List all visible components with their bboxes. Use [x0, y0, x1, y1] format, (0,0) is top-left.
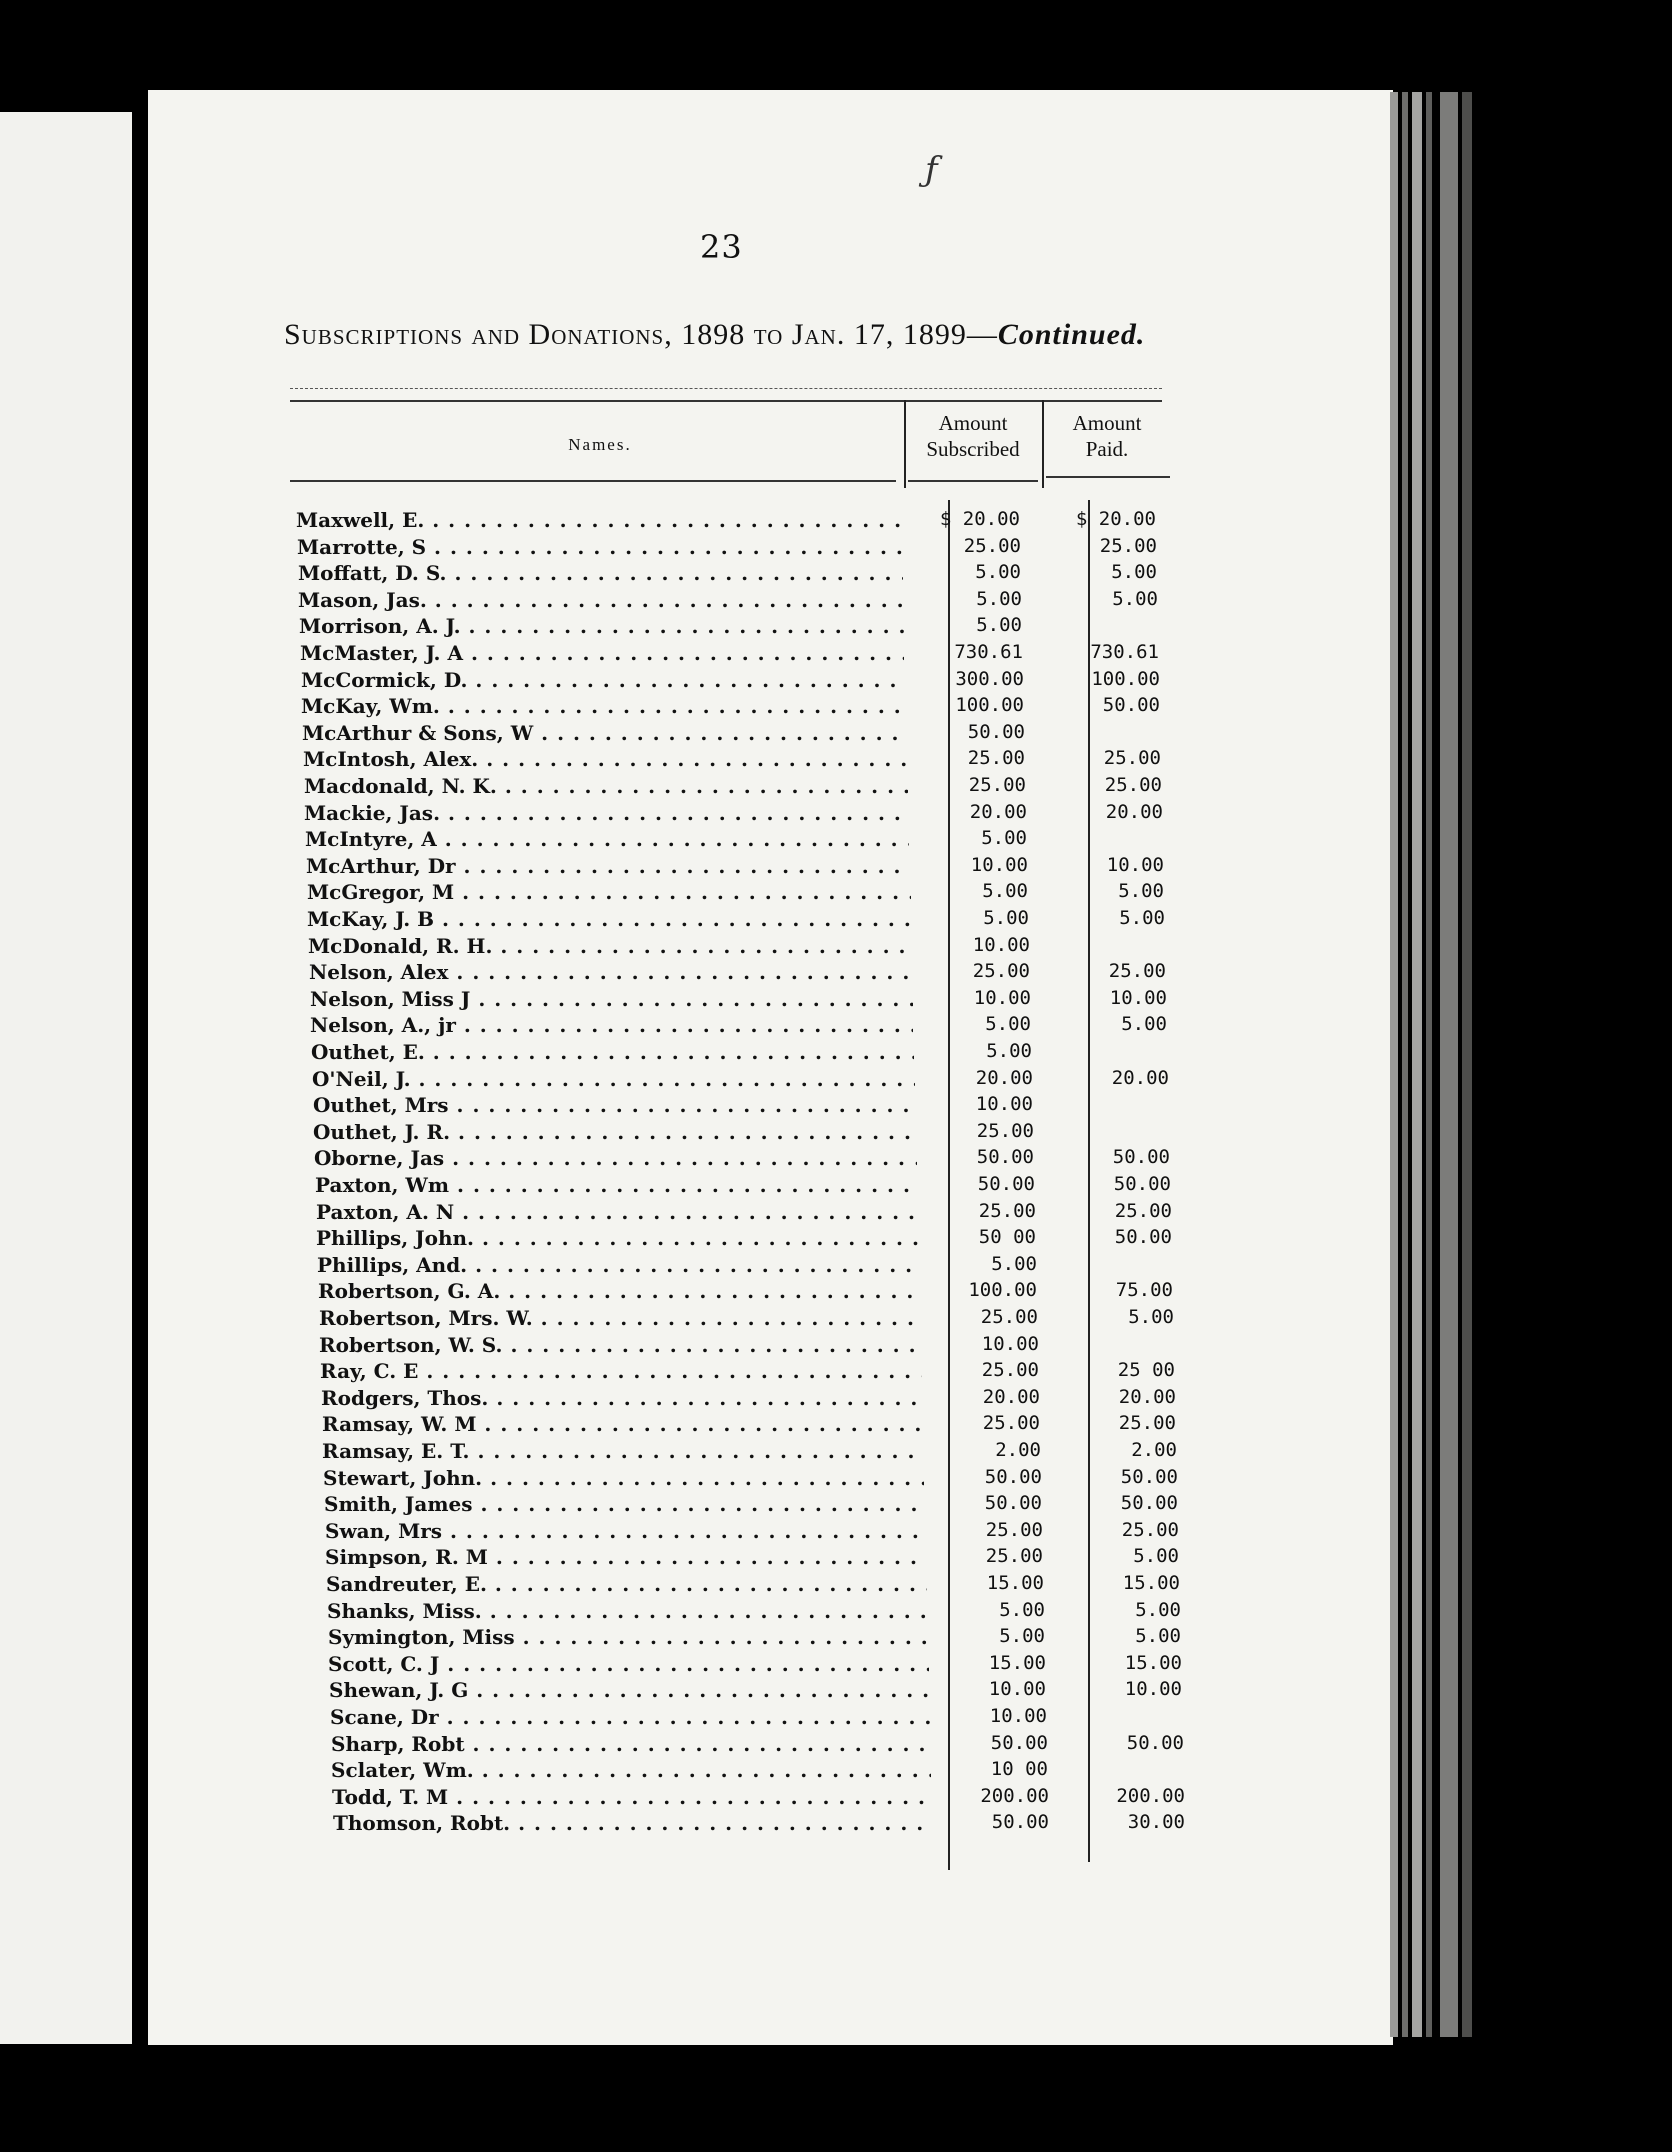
amount-subscribed: 25.00: [985, 1519, 1043, 1541]
amount-subscribed: 20.00: [982, 1386, 1040, 1408]
amount-subscribed: 10 00: [990, 1758, 1048, 1780]
amount-paid: 10.00: [1124, 1678, 1182, 1700]
table-row: [0, 1758, 1672, 1784]
amount-subscribed: $ 20.00: [939, 508, 1020, 530]
amount-paid: 25.00: [1099, 535, 1157, 557]
table-row: [0, 721, 1672, 747]
header-rule-subscribed: [908, 480, 1038, 482]
amount-paid: 50.00: [1120, 1492, 1178, 1514]
amount-subscribed: 20.00: [969, 801, 1027, 823]
amount-subscribed: 25.00: [980, 1306, 1038, 1328]
donor-name: McCormick, D. . . .: [301, 668, 905, 692]
table-row: [0, 827, 1672, 853]
table-row: [0, 1173, 1672, 1199]
donor-name: McKay, Wm. . . .: [301, 694, 905, 718]
amount-paid: 25 00: [1117, 1359, 1175, 1381]
table-row: [0, 774, 1672, 800]
donor-name: Maxwell, E. . . .: [296, 508, 901, 532]
amount-subscribed: 100.00: [955, 694, 1024, 716]
amount-paid: 5.00: [1111, 561, 1157, 583]
donor-name: Ramsay, E. T. . . .: [322, 1439, 923, 1463]
amount-subscribed: 5.00: [981, 827, 1027, 849]
table-row: [0, 907, 1672, 933]
amount-subscribed: 50.00: [977, 1173, 1035, 1195]
amount-paid: 50.00: [1113, 1173, 1171, 1195]
amount-subscribed: 50.00: [991, 1811, 1049, 1833]
table-row: [0, 987, 1672, 1013]
amount-subscribed: 200.00: [980, 1785, 1049, 1807]
table-row: [0, 1466, 1672, 1492]
table-row: [0, 1678, 1672, 1704]
amount-paid: $ 20.00: [1075, 508, 1156, 530]
donor-name: Outhet, Mrs . . .: [313, 1093, 916, 1117]
donor-name: Sharp, Robt . . .: [331, 1732, 931, 1756]
donor-name: Simpson, R. M . . .: [325, 1545, 926, 1569]
amount-subscribed: 50 00: [978, 1226, 1036, 1248]
table-row: [0, 747, 1672, 773]
table-row: [0, 1093, 1672, 1119]
amount-paid: 200.00: [1116, 1785, 1185, 1807]
amount-paid: 50.00: [1114, 1226, 1172, 1248]
amount-subscribed: 10.00: [973, 987, 1031, 1009]
amount-subscribed: 5.00: [976, 588, 1022, 610]
table-row: [0, 960, 1672, 986]
donor-name: Shewan, J. G . . .: [329, 1678, 930, 1702]
amount-subscribed: 10.00: [988, 1678, 1046, 1700]
donor-name: Paxton, A. N . . .: [316, 1200, 918, 1224]
title-text: Subscriptions and Donations, 1898 to Jan. 17, 1899—: [284, 318, 998, 351]
table-row: [0, 1625, 1672, 1651]
amount-paid: 20.00: [1105, 801, 1163, 823]
header-paid-line2: Paid.: [1085, 437, 1129, 461]
amount-subscribed: 25.00: [968, 774, 1026, 796]
amount-subscribed: 5.00: [991, 1253, 1037, 1275]
table-row: [0, 1439, 1672, 1465]
header-rule-names: [290, 480, 896, 482]
amount-paid: 15.00: [1122, 1572, 1180, 1594]
amount-paid: 25.00: [1104, 774, 1162, 796]
donor-name: Robertson, W. S. . . .: [319, 1333, 921, 1357]
amount-subscribed: 10.00: [972, 934, 1030, 956]
table-row: [0, 801, 1672, 827]
donor-name: Robertson, G. A. . . .: [318, 1279, 920, 1303]
amount-paid: 100.00: [1091, 668, 1160, 690]
table-row: [0, 1811, 1672, 1837]
table-row: [0, 1519, 1672, 1545]
amount-paid: 10.00: [1109, 987, 1167, 1009]
rule-double: [290, 400, 1162, 402]
donor-name: McArthur & Sons, W . . .: [302, 721, 906, 745]
table-row: [0, 1306, 1672, 1332]
table-row: [0, 1279, 1672, 1305]
amount-subscribed: 5.00: [975, 561, 1021, 583]
amount-paid: 25.00: [1108, 960, 1166, 982]
amount-subscribed: 5.00: [986, 1040, 1032, 1062]
amount-paid: 50.00: [1112, 1146, 1170, 1168]
table-row: [0, 1545, 1672, 1571]
header-subscribed-line2: Subscribed: [926, 437, 1020, 461]
donor-name: Symington, Miss . . .: [328, 1625, 929, 1649]
header-names: Names.: [568, 435, 632, 454]
amount-subscribed: 25.00: [982, 1412, 1040, 1434]
table-row: [0, 1572, 1672, 1598]
donor-name: Morrison, A. J. . . .: [299, 614, 904, 638]
amount-subscribed: 5.00: [982, 880, 1028, 902]
table-row: [0, 1785, 1672, 1811]
header-subscribed-line1: Amount: [938, 411, 1008, 435]
table-row: [0, 1333, 1672, 1359]
table-row: [0, 1652, 1672, 1678]
amount-subscribed: 10.00: [989, 1705, 1047, 1727]
donor-name: Robertson, Mrs. W. . . .: [319, 1306, 921, 1330]
donor-name: Ramsay, W. M . . .: [322, 1412, 924, 1436]
donor-name: Nelson, Miss J . . .: [310, 987, 913, 1011]
header-rule-paid: [1046, 476, 1170, 478]
amount-subscribed: 5.00: [999, 1599, 1045, 1621]
donor-name: Ray, C. E . . .: [320, 1359, 922, 1383]
table-row: [0, 1599, 1672, 1625]
amount-paid: 5.00: [1112, 588, 1158, 610]
rule-top: [290, 388, 1162, 389]
table-row: [0, 1040, 1672, 1066]
amount-paid: 25.00: [1118, 1412, 1176, 1434]
amount-subscribed: 10.00: [970, 854, 1028, 876]
table-row: [0, 1013, 1672, 1039]
donor-name: Nelson, Alex . . .: [309, 960, 912, 984]
header-paid-line1: Amount: [1072, 411, 1142, 435]
amount-subscribed: 50.00: [967, 721, 1025, 743]
amount-paid: 5.00: [1133, 1545, 1179, 1567]
amount-paid: 5.00: [1135, 1599, 1181, 1621]
donor-name: Marrotte, S . . .: [297, 535, 902, 559]
amount-paid: 5.00: [1119, 907, 1165, 929]
donor-name: Thomson, Robt. . . .: [333, 1811, 933, 1835]
amount-subscribed: 730.61: [954, 641, 1023, 663]
amount-paid: 25.00: [1121, 1519, 1179, 1541]
table-row: [0, 1067, 1672, 1093]
amount-subscribed: 25.00: [985, 1545, 1043, 1567]
donor-name: McIntosh, Alex. . . .: [303, 747, 907, 771]
page-title: [284, 318, 1145, 352]
table-row: [0, 641, 1672, 667]
donor-name: Macdonald, N. K. . . .: [304, 774, 908, 798]
amount-paid: 50.00: [1102, 694, 1160, 716]
table-row: [0, 934, 1672, 960]
donor-name: Phillips, John. . . .: [316, 1226, 918, 1250]
page-number: 23: [700, 228, 743, 266]
table-row: [0, 535, 1672, 561]
amount-subscribed: 15.00: [986, 1572, 1044, 1594]
donor-name: Stewart, John. . . .: [323, 1466, 924, 1490]
amount-subscribed: 20.00: [975, 1067, 1033, 1089]
amount-subscribed: 5.00: [999, 1625, 1045, 1647]
amount-paid: 15.00: [1124, 1652, 1182, 1674]
amount-paid: 50.00: [1126, 1732, 1184, 1754]
amount-subscribed: 25.00: [976, 1120, 1034, 1142]
donor-name: Sclater, Wm. . . .: [331, 1758, 931, 1782]
table-row: [0, 1732, 1672, 1758]
col-divider-header: [904, 400, 906, 488]
amount-subscribed: 15.00: [988, 1652, 1046, 1674]
table-row: [0, 854, 1672, 880]
amount-subscribed: 2.00: [995, 1439, 1041, 1461]
donor-name: Nelson, A., jr . . .: [310, 1013, 913, 1037]
amount-paid: 20.00: [1111, 1067, 1169, 1089]
donor-name: Mason, Jas. . . .: [298, 588, 903, 612]
donor-name: Outhet, J. R. . . .: [313, 1120, 916, 1144]
amount-subscribed: 25.00: [963, 535, 1021, 557]
amount-paid: 50.00: [1120, 1466, 1178, 1488]
donor-name: Shanks, Miss. . . .: [327, 1599, 928, 1623]
amount-paid: 20.00: [1118, 1386, 1176, 1408]
amount-paid: 5.00: [1121, 1013, 1167, 1035]
donor-name: Phillips, And. . . .: [317, 1253, 919, 1277]
table-row: [0, 1146, 1672, 1172]
donor-name: Smith, James . . .: [324, 1492, 925, 1516]
donor-name: Moffatt, D. S. . . .: [298, 561, 903, 585]
donor-name: McIntyre, A . . .: [305, 827, 909, 851]
donor-name: Paxton, Wm . . .: [315, 1173, 917, 1197]
handwritten-mark: ƒ: [925, 150, 938, 190]
amount-subscribed: 25.00: [978, 1200, 1036, 1222]
amount-paid: 5.00: [1128, 1306, 1174, 1328]
amount-paid: 75.00: [1115, 1279, 1173, 1301]
table-row: [0, 668, 1672, 694]
table-row: [0, 1386, 1672, 1412]
amount-subscribed: 25.00: [972, 960, 1030, 982]
amount-paid: 5.00: [1118, 880, 1164, 902]
table-row: [0, 1253, 1672, 1279]
amount-subscribed: 10.00: [975, 1093, 1033, 1115]
amount-subscribed: 50.00: [990, 1732, 1048, 1754]
table-row: [0, 1359, 1672, 1385]
amount-paid: 730.61: [1090, 641, 1159, 663]
donor-name: McDonald, R. H. . . .: [308, 934, 911, 958]
donor-name: Mackie, Jas. . . .: [304, 801, 908, 825]
donor-name: McArthur, Dr . . .: [306, 854, 910, 878]
donor-name: Swan, Mrs . . .: [325, 1519, 926, 1543]
amount-paid: 5.00: [1135, 1625, 1181, 1647]
amount-subscribed: 25.00: [981, 1359, 1039, 1381]
table-row: [0, 880, 1672, 906]
donor-name: Oborne, Jas . . .: [314, 1146, 917, 1170]
donor-name: Sandreuter, E. . . .: [326, 1572, 927, 1596]
donor-name: Rodgers, Thos. . . .: [321, 1386, 923, 1410]
amount-subscribed: 50.00: [984, 1466, 1042, 1488]
amount-subscribed: 5.00: [985, 1013, 1031, 1035]
amount-paid: 30.00: [1127, 1811, 1185, 1833]
table-row: [0, 1226, 1672, 1252]
amount-subscribed: 50.00: [976, 1146, 1034, 1168]
donor-name: Scott, C. J . . .: [328, 1652, 929, 1676]
donor-name: Outhet, E. . . .: [311, 1040, 914, 1064]
amount-paid: 25.00: [1114, 1200, 1172, 1222]
amount-subscribed: 25.00: [967, 747, 1025, 769]
amount-paid: 25.00: [1103, 747, 1161, 769]
table-row: [0, 1412, 1672, 1438]
donor-name: Scane, Dr . . .: [330, 1705, 930, 1729]
amount-subscribed: 5.00: [976, 614, 1022, 636]
table-row: [0, 1120, 1672, 1146]
header-paid: [1042, 410, 1172, 462]
donor-name: McGregor, M . . .: [307, 880, 911, 904]
table-row: [0, 1705, 1672, 1731]
amount-subscribed: 5.00: [983, 907, 1029, 929]
table-row: [0, 1200, 1672, 1226]
donor-name: McKay, J. B . . .: [307, 907, 910, 931]
title-continued: Continued.: [997, 318, 1146, 351]
table-row: [0, 508, 1672, 534]
header-subscribed: [904, 410, 1042, 462]
amount-subscribed: 300.00: [955, 668, 1024, 690]
col-divider-header: [1042, 400, 1044, 488]
table-row: [0, 614, 1672, 640]
amount-subscribed: 50.00: [984, 1492, 1042, 1514]
donor-name: O'Neil, J. . . .: [312, 1067, 915, 1091]
table-row: [0, 588, 1672, 614]
donor-name: McMaster, J. A . . .: [300, 641, 904, 665]
table-row: [0, 561, 1672, 587]
amount-paid: 10.00: [1106, 854, 1164, 876]
table-row: [0, 1492, 1672, 1518]
amount-subscribed: 100.00: [968, 1279, 1037, 1301]
donor-name: Todd, T. M . . .: [332, 1785, 932, 1809]
amount-subscribed: 10.00: [981, 1333, 1039, 1355]
amount-paid: 2.00: [1131, 1439, 1177, 1461]
table-row: [0, 694, 1672, 720]
